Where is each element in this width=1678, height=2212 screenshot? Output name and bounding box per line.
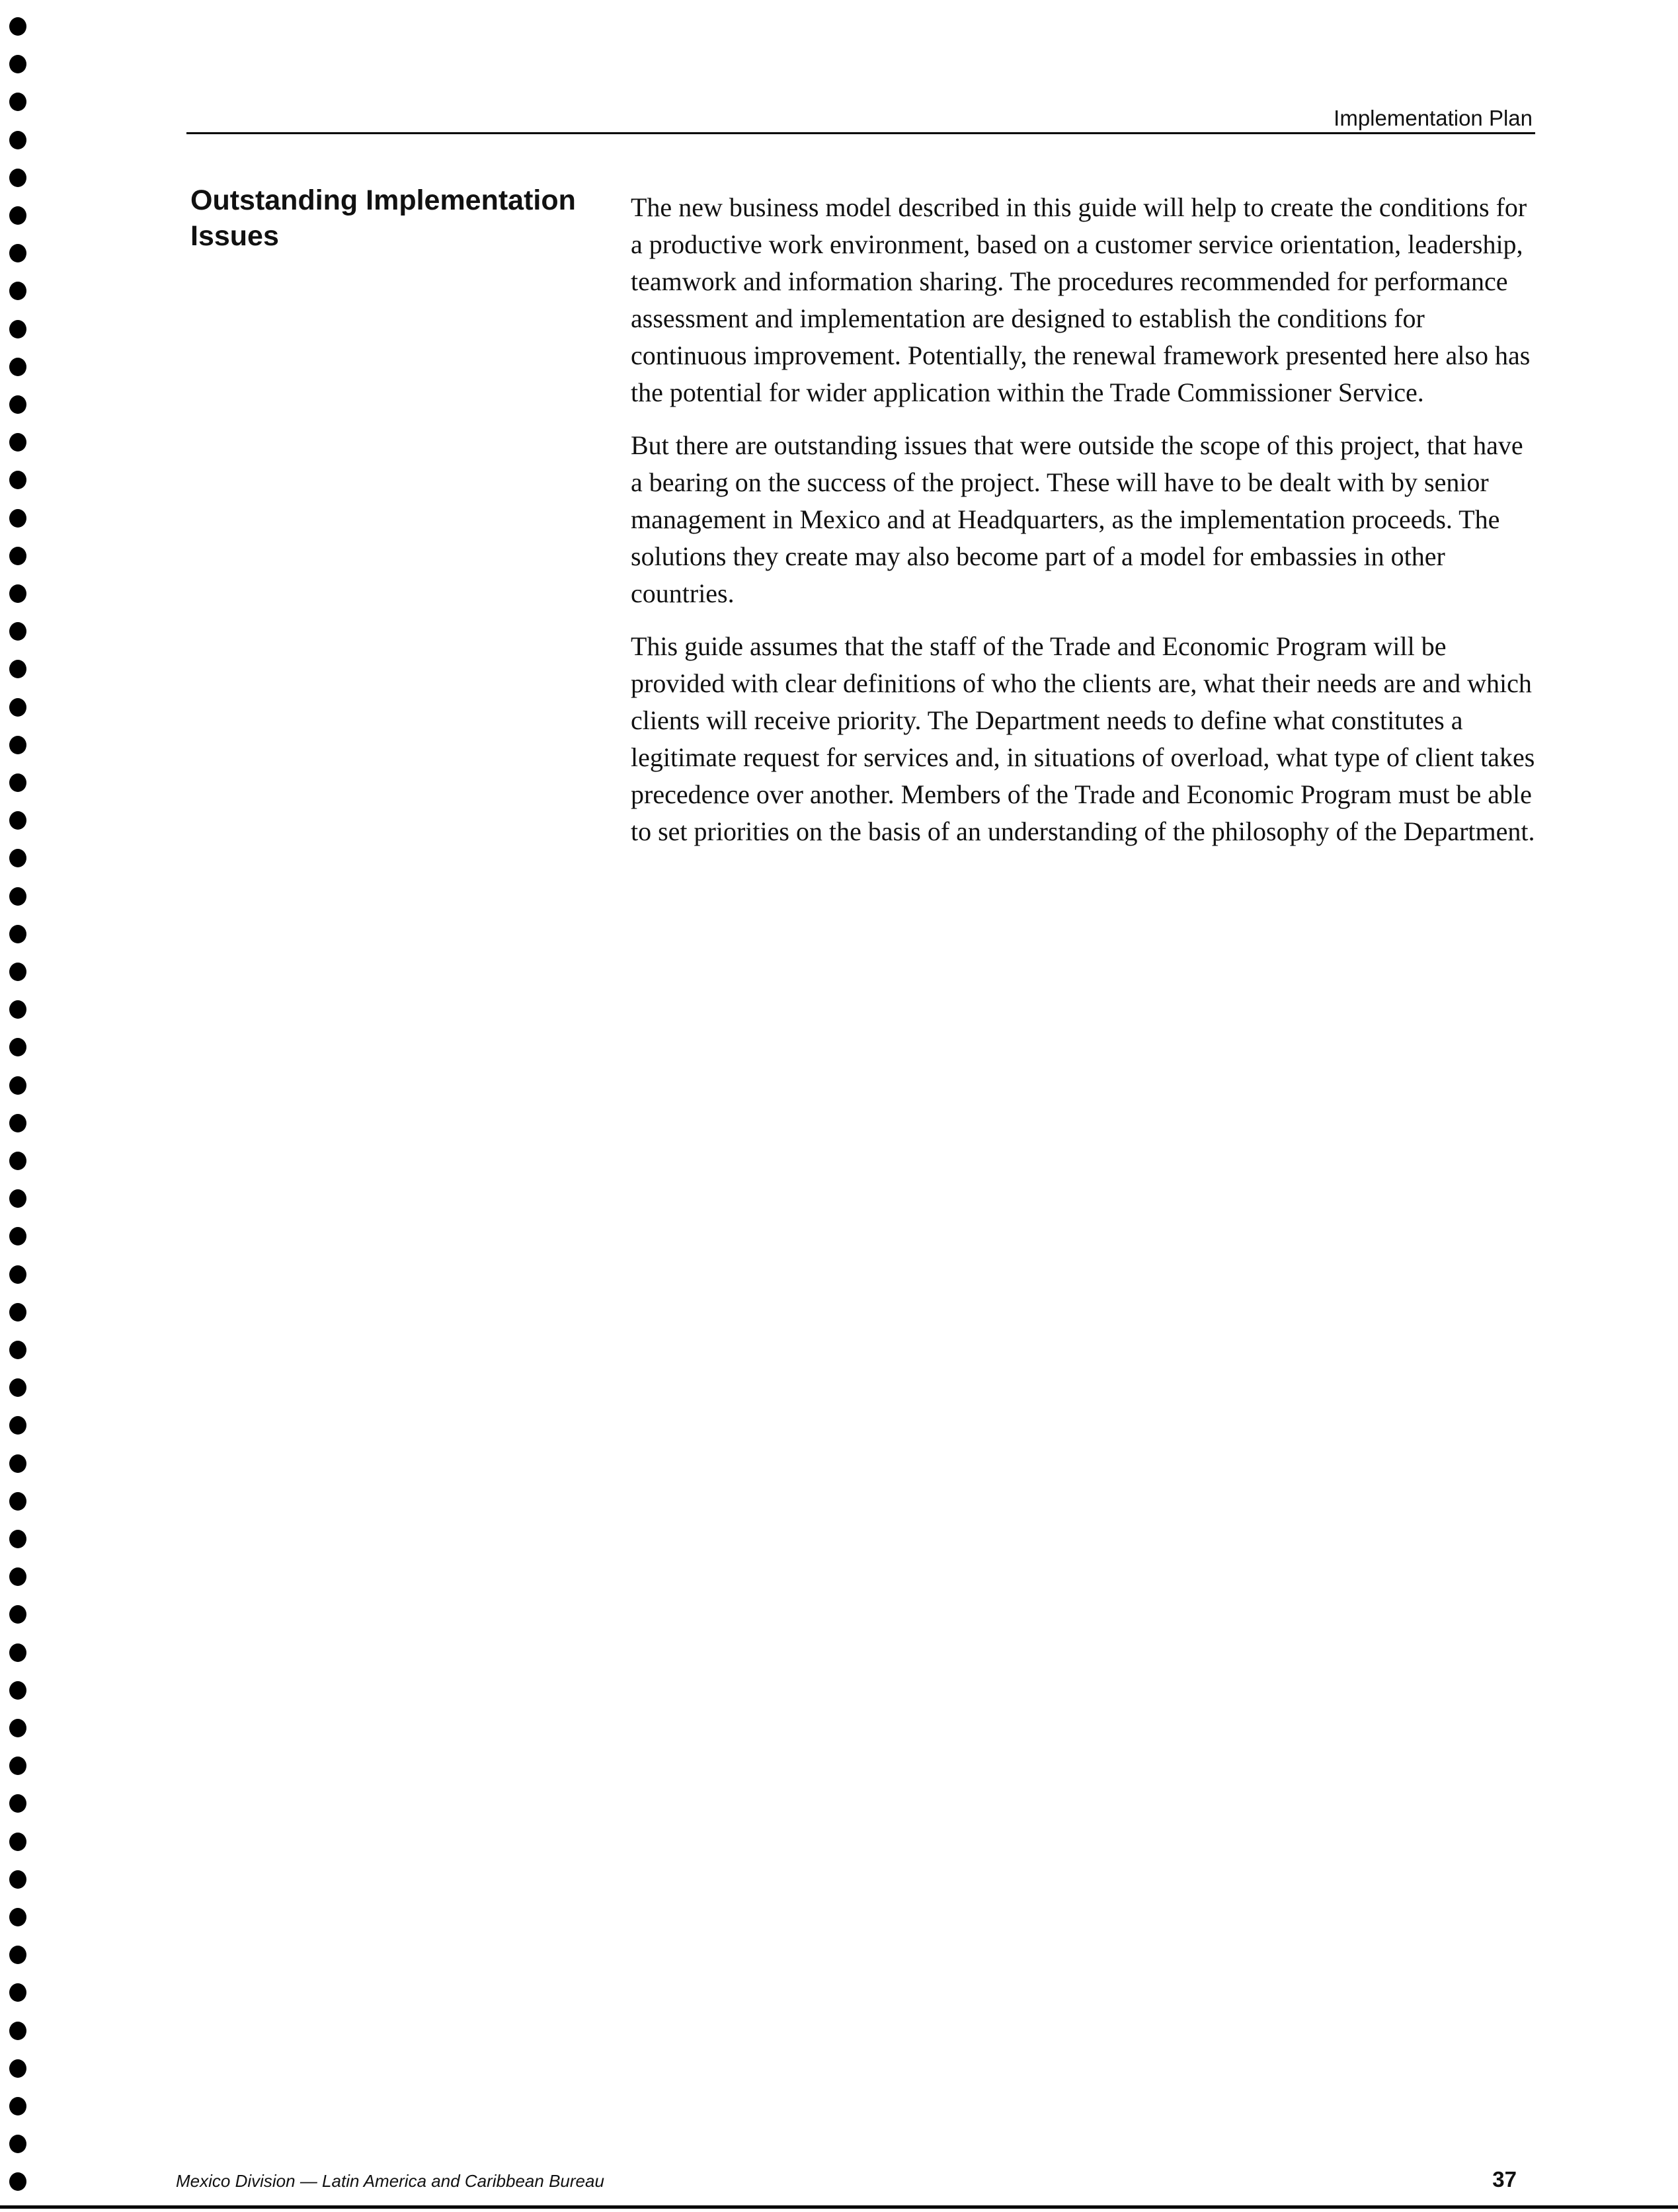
binding-hole — [9, 1643, 26, 1662]
binding-hole — [9, 849, 26, 867]
binding-hole — [9, 1303, 26, 1322]
binding-hole — [9, 963, 26, 981]
binding-hole — [9, 622, 26, 641]
binding-hole — [9, 169, 26, 187]
binding-hole — [9, 1567, 26, 1586]
binding-hole — [9, 1341, 26, 1359]
binding-hole — [9, 1605, 26, 1624]
binding-hole — [9, 320, 26, 338]
binding-hole — [9, 1076, 26, 1095]
binding-hole — [9, 471, 26, 489]
paragraph-1: The new business model described in this guide will help to create the conditions for a productive work environment, based on a customer service orientation, leadership, teamwork and information sharing. The procedures recommended for performance assessment and implementation are designed to establish the conditions for continuous improvement. Potentially, the renewal framework presented here also has the potential for wider application within the Trade Commissioner Service. — [631, 192, 1531, 407]
binding-hole — [9, 1152, 26, 1170]
binding-hole — [9, 1038, 26, 1056]
binding-hole — [9, 509, 26, 528]
binding-hole — [9, 1378, 26, 1397]
binding-hole — [9, 2097, 26, 2115]
binding-hole — [9, 282, 26, 300]
binding-hole — [9, 2022, 26, 2040]
bottom-rule — [0, 2205, 1678, 2209]
binding-hole — [9, 1946, 26, 1964]
binding-hole — [9, 131, 26, 149]
binding-hole — [9, 1870, 26, 1889]
section-heading: Outstanding Implementation Issues — [190, 184, 576, 252]
binding-hole — [9, 1681, 26, 1700]
binding-hole — [9, 2135, 26, 2153]
binding-hole — [9, 395, 26, 414]
binding-holes — [0, 17, 26, 2212]
binding-hole — [9, 1530, 26, 1548]
binding-hole — [9, 1227, 26, 1245]
binding-hole — [9, 1189, 26, 1208]
binding-hole — [9, 1833, 26, 1851]
body-text — [631, 189, 1537, 866]
binding-hole — [9, 1757, 26, 1775]
binding-hole — [9, 1983, 26, 2002]
paragraph-3: This guide assumes that the staff of the Trade and Economic Program will be provided with clear definitions of who the clients are, what their needs are and which clients will receive priority. The Department needs to define what constitutes a legitimate request for services and, in situations of overload, what type of client takes precedence over another. Members of the Trade and Economic Program must be able to set priorities on the basis of an understanding of the philosophy of the Department. — [631, 631, 1535, 846]
binding-hole — [9, 1492, 26, 1511]
running-header: Implementation Plan — [1334, 106, 1533, 130]
binding-hole — [9, 244, 26, 262]
header-rule — [186, 132, 1535, 134]
binding-hole — [9, 811, 26, 830]
binding-hole — [9, 2059, 26, 2078]
binding-hole — [9, 2172, 26, 2191]
binding-hole — [9, 1416, 26, 1435]
binding-hole — [9, 1454, 26, 1473]
binding-hole — [9, 698, 26, 717]
binding-hole — [9, 93, 26, 111]
binding-hole — [9, 736, 26, 754]
page-number: 37 — [1492, 2167, 1517, 2192]
binding-hole — [9, 1114, 26, 1132]
binding-hole — [9, 1908, 26, 1926]
paragraph-2: But there are outstanding issues that were outside the scope of this project, that have a bearing on the success of the project. These will have to be dealt with by senior management in Mexico and at Headquarters, as the implementation proceeds. The solutions they create may also become part of a model for embassies in other countries. — [631, 430, 1523, 608]
binding-hole — [9, 17, 26, 36]
binding-hole — [9, 660, 26, 678]
binding-hole — [9, 358, 26, 376]
binding-hole — [9, 1794, 26, 1813]
binding-hole — [9, 547, 26, 565]
binding-hole — [9, 1719, 26, 1737]
binding-hole — [9, 773, 26, 792]
binding-hole — [9, 925, 26, 943]
footer-publisher: Mexico Division — Latin America and Caribbean Bureau — [176, 2171, 604, 2191]
binding-hole — [9, 1265, 26, 1284]
binding-hole — [9, 55, 26, 73]
binding-hole — [9, 1000, 26, 1019]
binding-hole — [9, 887, 26, 906]
binding-hole — [9, 584, 26, 603]
binding-hole — [9, 433, 26, 452]
binding-hole — [9, 206, 26, 225]
